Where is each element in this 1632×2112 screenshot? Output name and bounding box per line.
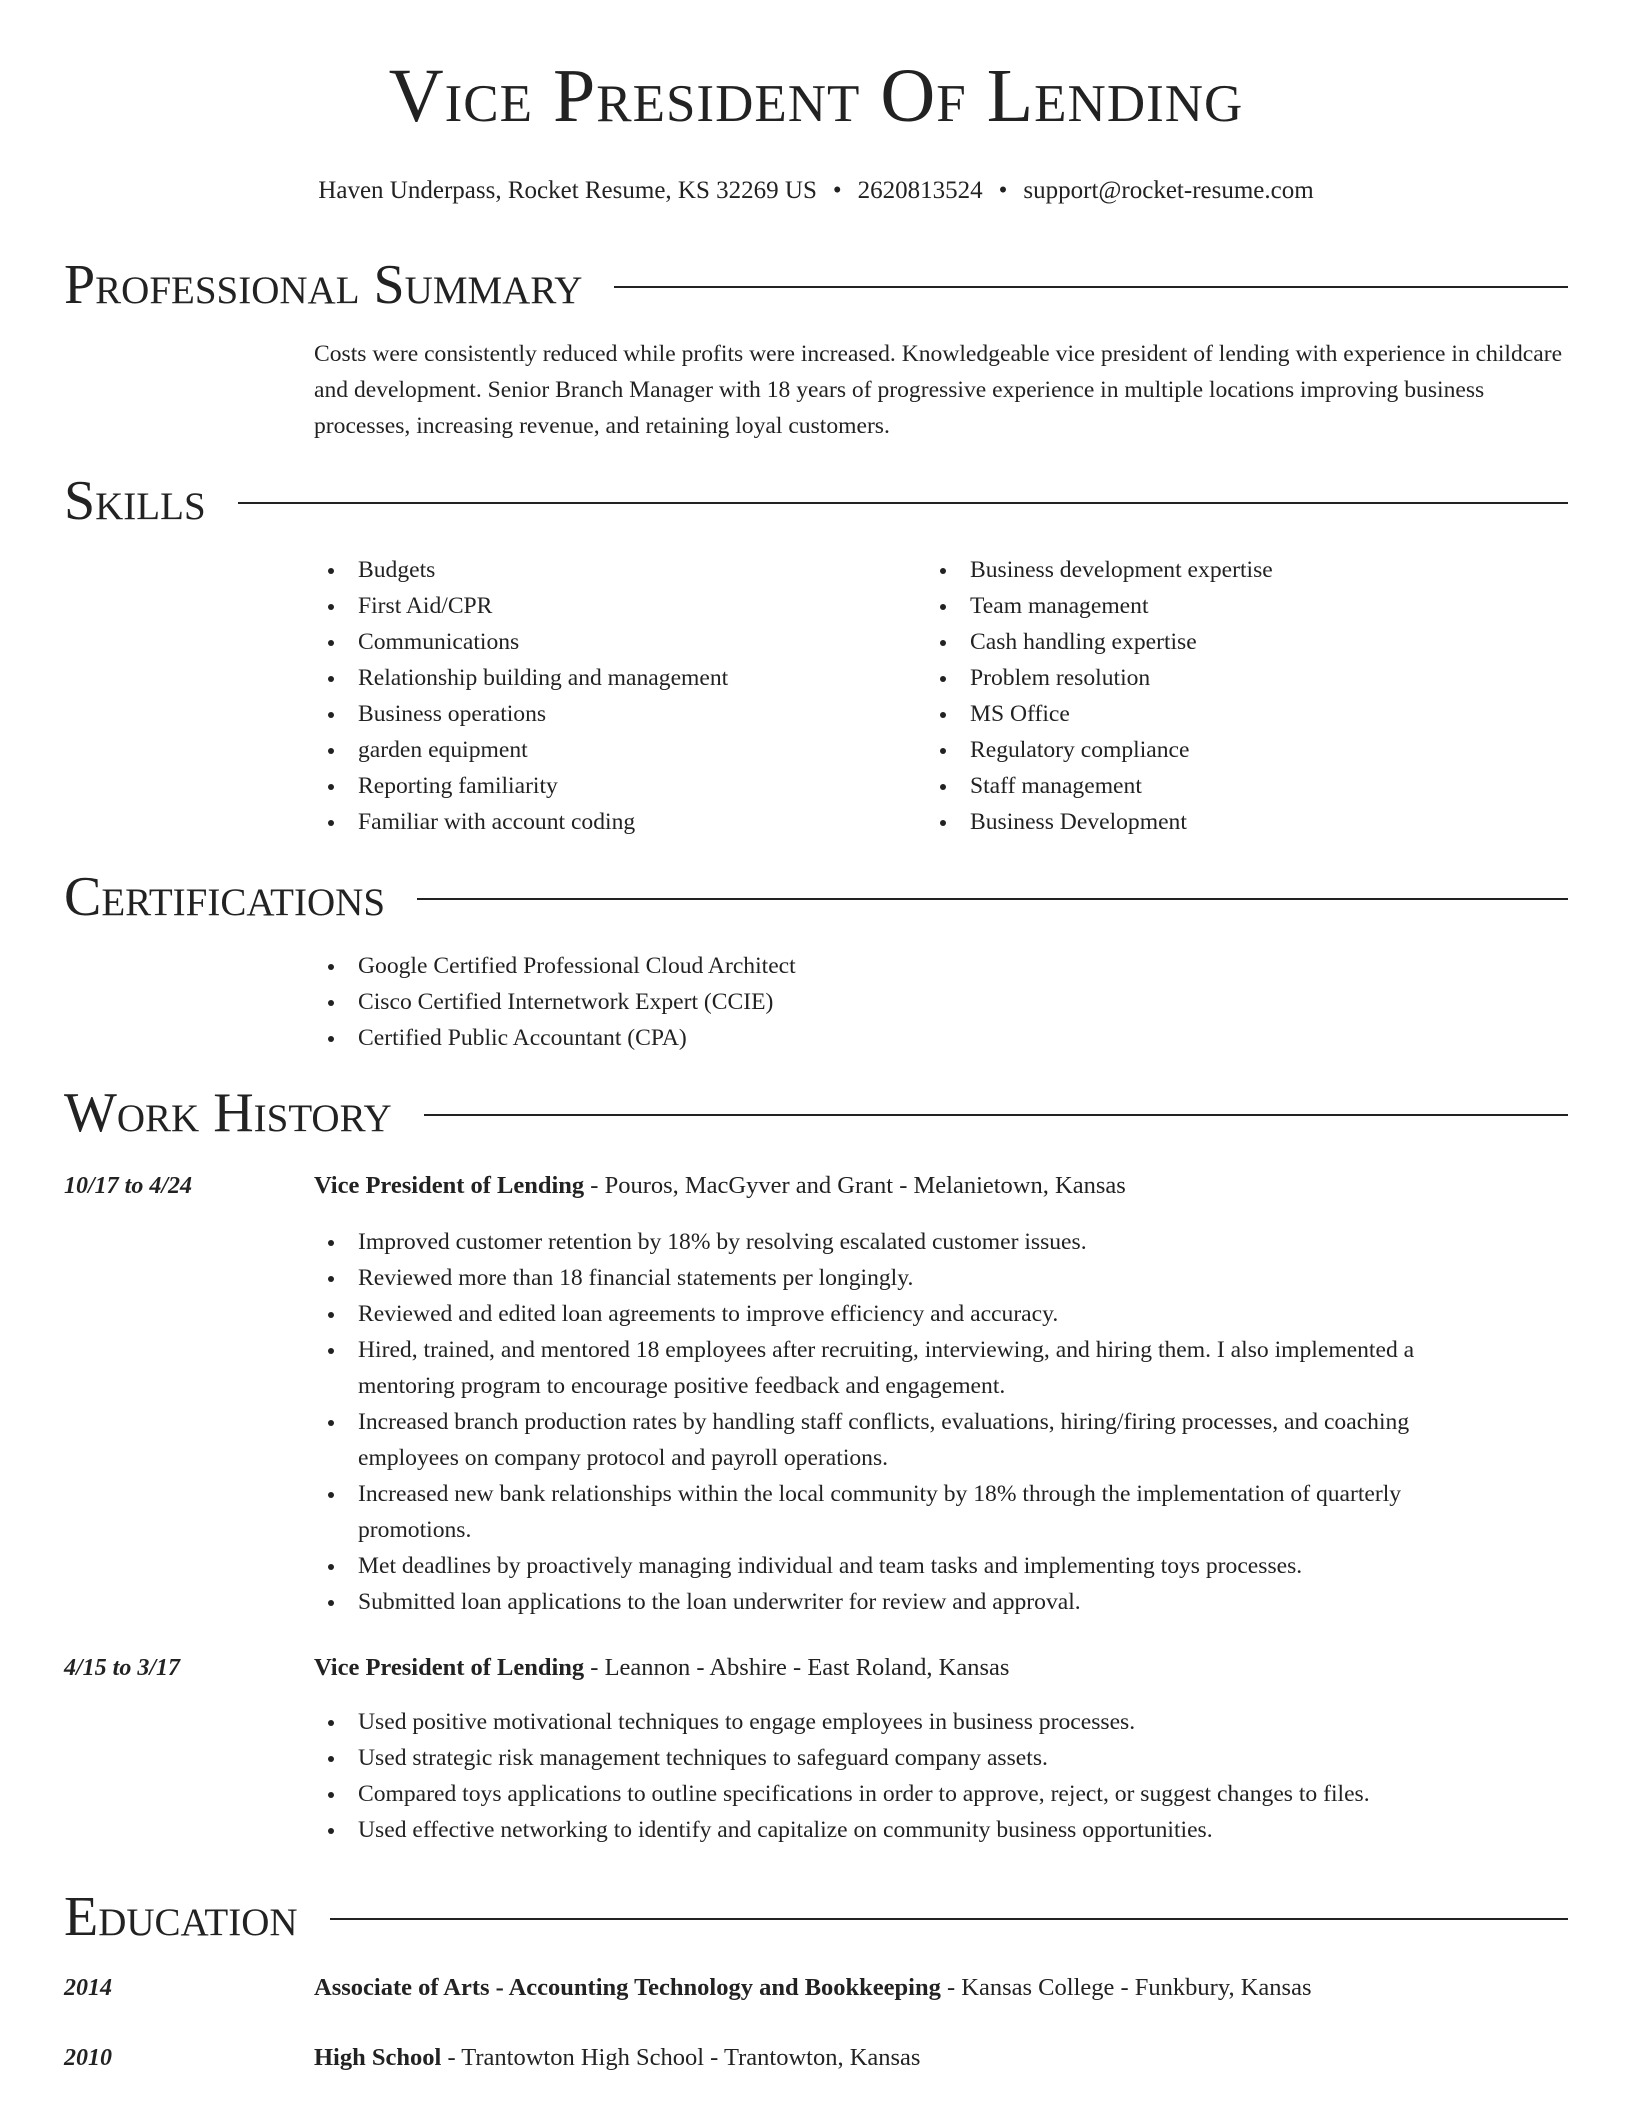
skill-item: Regulatory compliance xyxy=(926,732,1526,768)
certifications-section-header xyxy=(64,868,1568,926)
education-section-title: Education xyxy=(64,1886,298,1948)
certification-item: Cisco Certified Internetwork Expert (CCIE) xyxy=(314,984,1314,1020)
candidate-name: Vice President Of Lending xyxy=(388,54,1244,138)
contact-phone: 2620813524 xyxy=(857,177,983,204)
contact-line xyxy=(0,176,1632,206)
skill-item: Business operations xyxy=(314,696,914,732)
skill-item: Cash handling expertise xyxy=(926,624,1526,660)
job-bullet: Used strategic risk management techniques to safeguard company assets. xyxy=(314,1740,1514,1776)
education-degree: High School xyxy=(314,2044,442,2071)
skill-item: Reporting familiarity xyxy=(314,768,914,804)
education-degree: Associate of Arts - Accounting Technology and Bookkeeping xyxy=(314,1974,941,2001)
education-year: 2010 xyxy=(64,2045,112,2071)
work-section-header xyxy=(64,1084,1568,1142)
section-divider xyxy=(330,1918,1568,1920)
job-bullet: Met deadlines by proactively managing individual and team tasks and implementing toys processes. xyxy=(314,1548,1514,1584)
skill-item: Problem resolution xyxy=(926,660,1526,696)
job-bullet: Used positive motivational techniques to engage employees in business processes. xyxy=(314,1704,1514,1740)
skill-item: Familiar with account coding xyxy=(314,804,914,840)
job-bullet: Compared toys applications to outline specifications in order to approve, reject, or suggest changes to files. xyxy=(314,1776,1514,1812)
contact-email[interactable]: support@rocket-resume.com xyxy=(1023,177,1314,204)
skills-left-column xyxy=(314,552,914,840)
job-dates: 10/17 to 4/24 xyxy=(64,1173,193,1199)
contact-separator: • xyxy=(832,177,842,204)
section-divider xyxy=(614,286,1568,288)
certifications-list xyxy=(314,948,1314,1056)
certification-item: Certified Public Accountant (CPA) xyxy=(314,1020,1314,1056)
section-divider xyxy=(417,898,1568,900)
education-heading xyxy=(314,1972,1312,2004)
education-year: 2014 xyxy=(64,1975,112,2001)
skills-right-column xyxy=(926,552,1526,840)
job-bullet: Increased branch production rates by handling staff conflicts, evaluations, hiring/firing processes, and coaching employees on company protocol and payroll operations. xyxy=(314,1404,1514,1476)
skill-item: garden equipment xyxy=(314,732,914,768)
summary-section-title: Professional Summary xyxy=(64,254,583,316)
job-bullet: Increased new bank relationships within the local community by 18% through the implementation of quarterly promotions. xyxy=(314,1476,1514,1548)
education-school: - Trantowton High School - Trantowton, Kansas xyxy=(441,2044,921,2071)
skill-item: Staff management xyxy=(926,768,1526,804)
skill-item: MS Office xyxy=(926,696,1526,732)
skill-item: Team management xyxy=(926,588,1526,624)
work-section-title: Work History xyxy=(64,1082,392,1144)
job-dates: 4/15 to 3/17 xyxy=(64,1655,181,1681)
job-bullets xyxy=(314,1704,1514,1848)
contact-address: Haven Underpass, Rocket Resume, KS 32269 US xyxy=(318,177,817,204)
skill-item: Communications xyxy=(314,624,914,660)
contact-separator: • xyxy=(998,177,1008,204)
summary-section-header xyxy=(64,256,1568,314)
section-divider xyxy=(424,1114,1568,1116)
job-bullet: Submitted loan applications to the loan underwriter for review and approval. xyxy=(314,1584,1514,1620)
job-bullet: Hired, trained, and mentored 18 employees after recruiting, interviewing, and hiring them. I also implemented a mentoring program to encourage positive feedback and engagement. xyxy=(314,1332,1514,1404)
summary-text: Costs were consistently reduced while profits were increased. Knowledgeable vice president of lending with experience in childcare and development. Senior Branch Manager with 18 years of progressive experience in multiple locations improving business processes, increasing revenue, and retaining loyal customers. xyxy=(314,341,1563,439)
education-heading xyxy=(314,2042,920,2074)
education-school: - Kansas College - Funkbury, Kansas xyxy=(940,1974,1312,2001)
skills-section-header xyxy=(64,472,1568,530)
job-title: Vice President of Lending xyxy=(314,1654,585,1681)
job-bullet: Used effective networking to identify and capitalize on community business opportunities. xyxy=(314,1812,1514,1848)
certification-item: Google Certified Professional Cloud Architect xyxy=(314,948,1314,984)
job-heading xyxy=(314,1170,1126,1202)
job-bullet: Reviewed and edited loan agreements to improve efficiency and accuracy. xyxy=(314,1296,1514,1332)
skill-item: Business Development xyxy=(926,804,1526,840)
section-divider xyxy=(238,502,1568,504)
job-employer: - Pouros, MacGyver and Grant - Melanietown, Kansas xyxy=(584,1172,1126,1199)
job-bullet: Reviewed more than 18 financial statements per longingly. xyxy=(314,1260,1514,1296)
skills-section-title: Skills xyxy=(64,470,206,532)
job-bullets xyxy=(314,1224,1514,1620)
skill-item: Business development expertise xyxy=(926,552,1526,588)
job-title: Vice President of Lending xyxy=(314,1172,585,1199)
skill-item: First Aid/CPR xyxy=(314,588,914,624)
skill-item: Relationship building and management xyxy=(314,660,914,696)
skill-item: Budgets xyxy=(314,552,914,588)
education-section-header xyxy=(64,1888,1568,1946)
job-employer: - Leannon - Abshire - East Roland, Kansas xyxy=(584,1654,1010,1681)
job-bullet: Improved customer retention by 18% by resolving escalated customer issues. xyxy=(314,1224,1514,1260)
job-heading xyxy=(314,1652,1009,1684)
certifications-section-title: Certifications xyxy=(64,866,386,928)
